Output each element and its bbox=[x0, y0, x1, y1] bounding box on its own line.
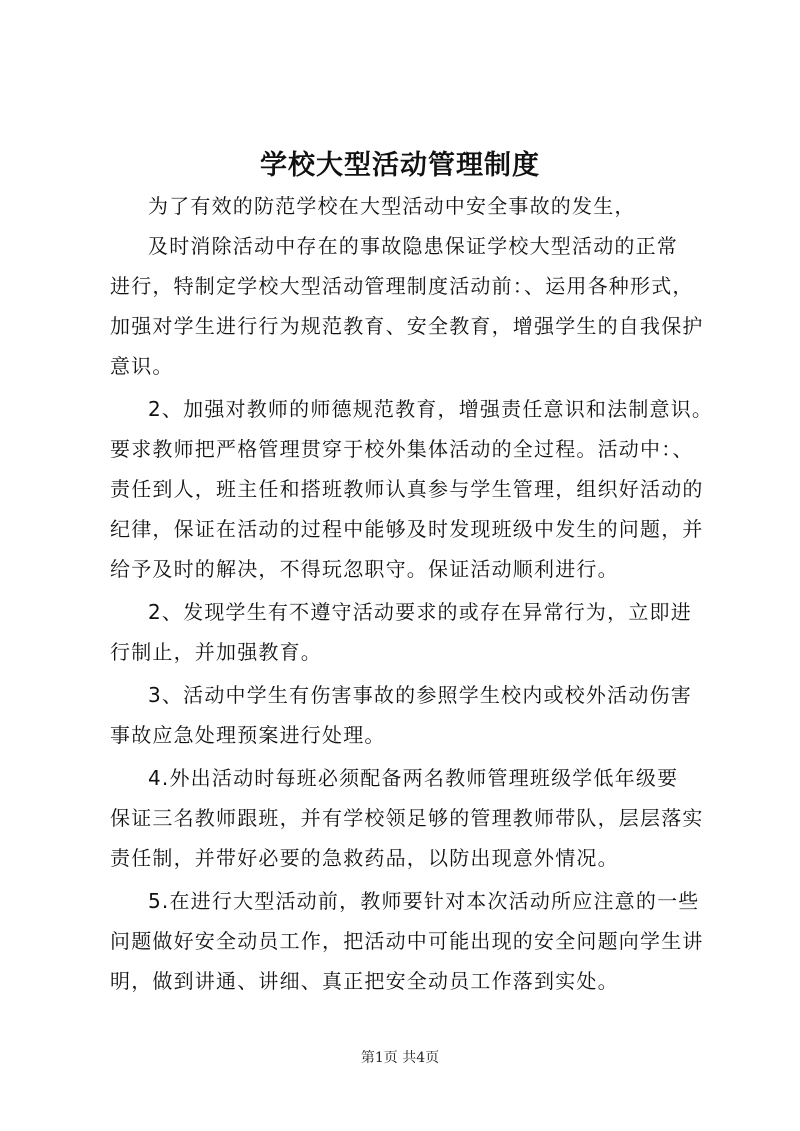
paragraph-line: 加强对学生进行行为规范教育、安全教育，增强学生的自我保护 bbox=[110, 314, 704, 338]
paragraph-line: 保证三名教师跟班，并有学校领足够的管理教师带队，层层落实 bbox=[110, 806, 704, 830]
paragraph-line: 进行，特制定学校大型活动管理制度活动前：、运用各种形式， bbox=[110, 274, 694, 298]
paragraph-line: 及时消除活动中存在的事故隐患保证学校大型活动的正常 bbox=[148, 234, 678, 258]
paragraph-line: 事故应急处理预案进行处理。 bbox=[110, 723, 386, 747]
paragraph-line: 3、活动中学生有伤害事故的参照学生校内或校外活动伤害 bbox=[148, 683, 692, 707]
paragraph-line: 明，做到讲通、讲细、真正把安全动员工作落到实处。 bbox=[110, 969, 619, 993]
paragraph-line: 2、加强对教师的师德规范教育，增强责任意识和法制意识。 bbox=[148, 397, 714, 421]
paragraph-line: 2、发现学生有不遵守活动要求的或存在异常行为，立即进 bbox=[148, 600, 692, 624]
page-number-footer: 第1页 共4页 bbox=[360, 1050, 440, 1066]
paragraph-line: 4.外出活动时每班必须配备两名教师管理班级学低年级要 bbox=[148, 766, 679, 790]
paragraph-line: 责任制，并带好必要的急救药品，以防出现意外情况。 bbox=[110, 846, 619, 870]
paragraph-line: 要求教师把严格管理贯穿于校外集体活动的全过程。活动中：、 bbox=[110, 437, 694, 461]
paragraph-line: 责任到人，班主任和搭班教师认真参与学生管理，组织好活动的 bbox=[110, 477, 704, 501]
paragraph-line: 给予及时的解决，不得玩忽职守。保证活动顺利进行。 bbox=[110, 557, 619, 581]
paragraph-line: 问题做好安全动员工作，把活动中可能出现的安全问题向学生讲 bbox=[110, 929, 704, 953]
paragraph-line: 5.在进行大型活动前，教师要针对本次活动所应注意的一些 bbox=[148, 889, 700, 913]
document-title: 学校大型活动管理制度 bbox=[260, 150, 540, 181]
paragraph-line: 行制止，并加强教育。 bbox=[110, 640, 322, 664]
paragraph-line: 纪律，保证在活动的过程中能够及时发现班级中发生的问题，并 bbox=[110, 517, 704, 541]
paragraph-line: 为了有效的防范学校在大型活动中安全事故的发生， bbox=[148, 194, 636, 218]
paragraph-line: 意识。 bbox=[110, 354, 174, 378]
